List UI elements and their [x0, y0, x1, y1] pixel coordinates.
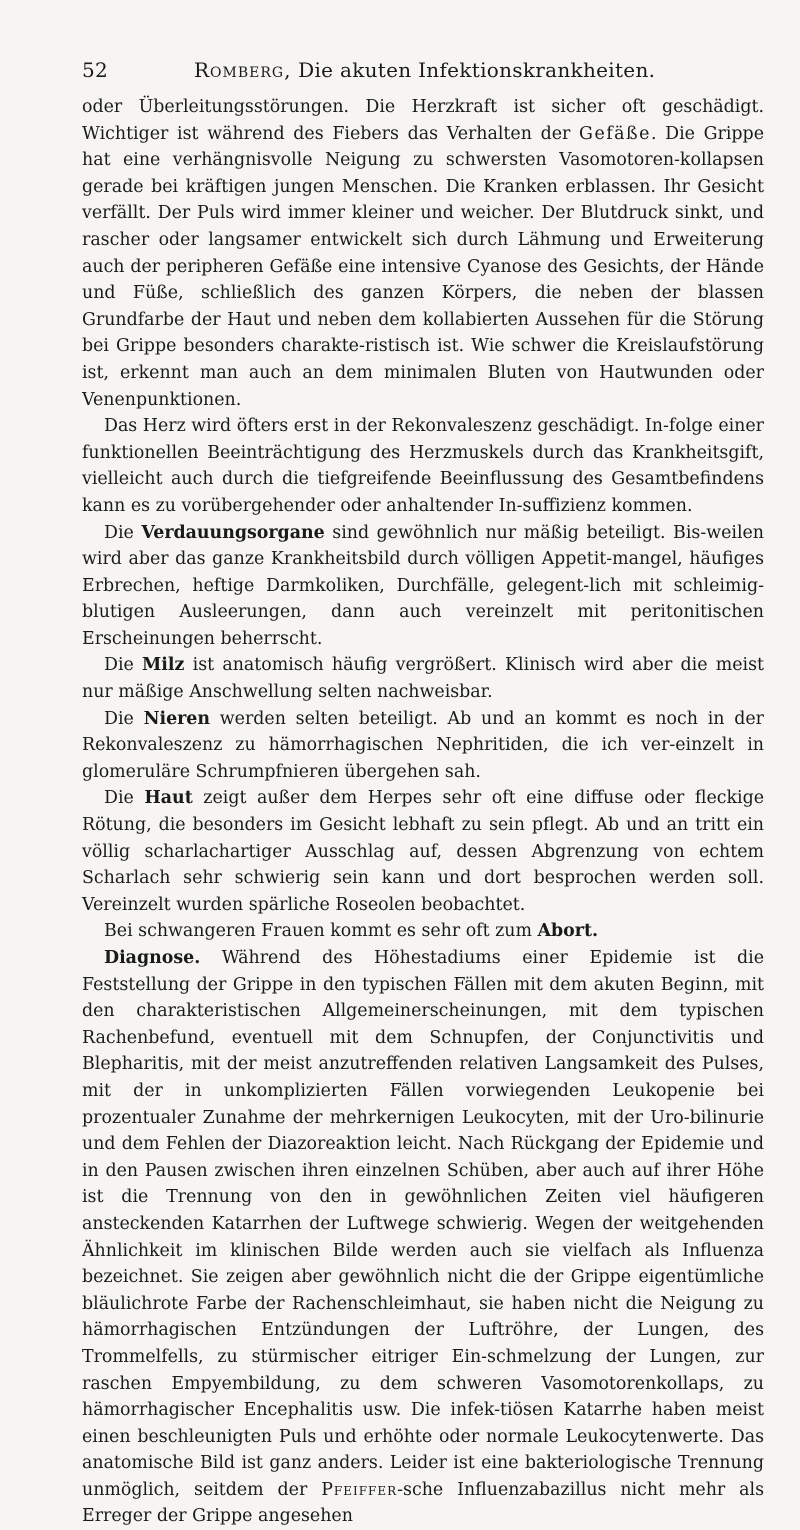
paragraph-text: Die — [104, 788, 145, 809]
paragraph-text: ist anatomisch häufig vergrößert. Klinisch wird aber die meist nur mäßige Anschwellung selten nachweisbar. — [82, 655, 764, 703]
running-head-title — [194, 58, 655, 82]
chapter-title: Die akuten Infektionskrankheiten. — [298, 58, 656, 82]
body-text — [82, 94, 764, 1530]
paragraph — [82, 413, 764, 519]
page-number: 52 — [82, 58, 109, 82]
paragraph — [82, 918, 764, 945]
paragraph-text: Bei schwangeren Frauen kommt es sehr oft zum — [104, 921, 538, 942]
paragraph-text: zeigt außer dem Herpes sehr oft eine diffuse oder fleckige Rötung, die besonders im Gesicht lebhaft zu sein pflegt. Ab und an tritt ein völlig scharlachartiger Ausschlag auf, dessen Abgrenzung von echtem Scharlach sehr schwierig sein kann und dort besprochen werden soll. Vereinzelt wurden spärliche Roseolen beobachtet. — [82, 788, 765, 915]
paragraph-text: werden selten beteiligt. Ab und an kommt es noch in der Rekonvaleszenz zu hämorrhagischen Nephritiden, die ich ver-einzelt in glomeruläre Schrumpfnieren übergehen sah. — [82, 708, 764, 782]
emphasis-term: Abort. — [537, 921, 599, 942]
paragraph — [82, 785, 764, 918]
paragraph — [82, 945, 764, 1530]
paragraph-text: Während des Höhestadiums einer Epidemie ist die Feststellung der Grippe in den typischen Fällen mit dem akuten Beginn, mit den charakteristischen Allgemeinerscheinungen, mit dem typischen Rachenbefund, eventuell mit dem Schnupfen, der Conjunctivitis und Blepharitis, mit der meist anzutreffenden relativen Langsamkeit des Pulses, mit der in unkomplizierten Fällen vorwiegenden Leukopenie bei prozentualer Zunahme der mehrkernigen Leukocyten, mit der Uro-bilinurie und dem Fehlen der Diazoreaktion leicht. Nach Rückgang der Epidemie und in den Pausen zwischen ihren einzelnen Schüben, aber auch auf ihrer Höhe ist die Trennung von den in gewöhnlichen Zeiten viel häufigeren ansteckenden Katarrhen der Luftwege schwierig. Wegen der weitgehenden Ähnlichkeit im klinischen Bilde werden auch sie vielfach als Influenza bezeichnet. Sie zeigen aber gewöhnlich nicht die der Grippe eigentümliche bläulichrote Farbe der Rachenschleimhaut, sie haben nicht die Neigung zu hämorrhagischen Entzündungen der Luftröhre, der Lungen, des Trommelfells, zu stürmischer eitriger Ein-schmelzung der Lungen, zur raschen Empyembildung, zu dem schweren Vasomotorenkollaps, zu hämorrhagischer Encephalitis usw. Die infek-tiösen Katarrhe haben meist einen beschleunigten Puls und erhöhte oder normale Leukocytenwerte. Das anatomische Bild ist ganz anders. Leider ist eine bakteriologische Trennung unmöglich, seitdem der — [82, 948, 764, 1500]
paragraph — [82, 520, 764, 653]
paragraph-text: sind gewöhnlich nur mäßig beteiligt. Bis-weilen wird aber das ganze Krankheitsbild durch völligen Appetit-mangel, häufiges Erbrechen, heftige Darmkoliken, Durchfälle, gelegent-lich mit schleimig-blutigen Ausleerungen, dann auch vereinzelt mit peritonitischen Erscheinungen beherrscht. — [82, 522, 764, 649]
paragraph — [82, 706, 764, 786]
paragraph-text: -sche Influenzabazillus nicht mehr als Erreger der Grippe angesehen — [82, 1479, 764, 1527]
emphasis-term: Pfeiffer — [321, 1479, 398, 1500]
paragraph — [82, 652, 764, 705]
emphasis-term: Nieren — [143, 708, 211, 729]
author-name: Romberg, — [194, 58, 292, 82]
paragraph-text: oder Überleitungsstörungen. Die Herzkraft ist sicher oft geschädigt. Wichtiger ist während des Fiebers das Verhalten der — [82, 97, 764, 144]
emphasis-term: Verdauungsorgane — [141, 522, 325, 543]
paragraph-text: Die — [104, 655, 143, 676]
running-header — [82, 58, 764, 94]
emphasis-term: Haut — [144, 788, 193, 809]
paragraph-text: Das Herz wird öfters erst in der Rekonvaleszenz geschädigt. In-folge einer funktionellen Beeinträchtigung des Herzmuskels durch das Krankheitsgift, vielleicht auch durch die tiefgreifende Beeinflussung des Gesamtbefindens kann es zu vorübergehender oder anhaltender In-suffizienz kommen. — [82, 416, 764, 516]
emphasis-term: Diagnose. — [104, 948, 201, 968]
paragraph — [82, 94, 764, 413]
emphasis-term: Gefäße — [579, 123, 651, 144]
paragraph-text: Die — [104, 708, 144, 729]
paragraph-text: . Die Grippe hat eine verhängnisvolle Neigung zu schwersten Vasomotoren-kollapsen gerade bei kräftigen jungen Menschen. Die Kranken erblassen. Ihr Gesicht verfällt. Der Puls wird immer kleiner und weicher. Der Blutdruck sinkt, und rascher oder langsamer entwickelt sich durch Lähmung und Erweiterung auch der peripheren Gefäße eine intensive Cyanose des Gesichts, der Hände und Füße, schließlich des ganzen Körpers, die neben der blassen Grundfarbe der Haut und neben dem kollabierten Aussehen für die Störung bei Grippe besonders charakte-ristisch ist. Wie schwer die Kreislaufstörung ist, erkennt man auch an dem minimalen Bluten von Hautwunden oder Venenpunktionen. — [82, 123, 764, 410]
paragraph-text: Die — [104, 522, 142, 543]
emphasis-term: Milz — [142, 655, 185, 676]
